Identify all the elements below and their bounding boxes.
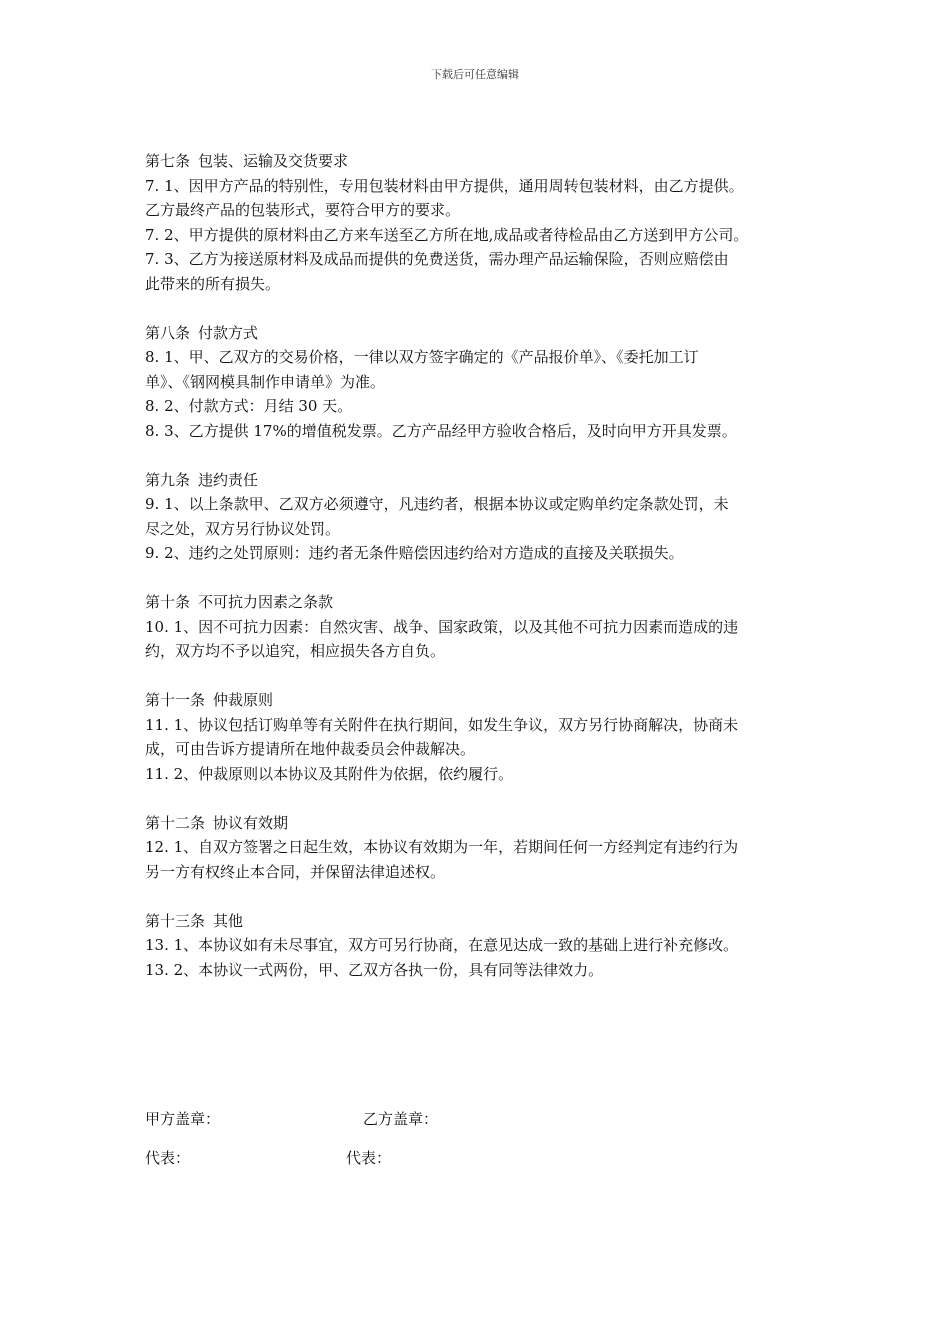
section-title <box>145 321 815 346</box>
party-b-seal-label: 乙方盖章： <box>363 1110 439 1128</box>
page-header-note: 下载后可任意编辑 <box>431 68 519 81</box>
clause-line: 10. 1、因不可抗力因素：自然灾害、战争、国家政策，以及其他不可抗力因素而造成的违 <box>145 617 739 636</box>
section-9 <box>145 468 815 566</box>
section-number: 第十条 <box>145 593 191 611</box>
clause-line: 9. 2、违约之处罚原则：违约者无条件赔偿因违约给对方造成的直接及关联损失。 <box>145 544 684 562</box>
section-title <box>145 688 815 713</box>
section-title <box>145 590 815 615</box>
section-heading: 包装、运输及交货要求 <box>198 152 349 170</box>
clause-line: 此带来的所有损失。 <box>145 274 281 293</box>
contract-body <box>145 149 815 1007</box>
section-8 <box>145 321 815 444</box>
clause-line: 单》、《钢网模具制作申请单》为准。 <box>145 372 386 391</box>
clause-line: 尽之处，双方另行协议处罚。 <box>145 519 341 538</box>
section-11 <box>145 688 815 786</box>
section-heading: 违约责任 <box>198 470 259 489</box>
clause-line: 成，可由告诉方提请所在地仲裁委员会仲裁解决。 <box>145 740 476 758</box>
clause-line: 另一方有权终止本合同，并保留法律追述权。 <box>145 862 446 881</box>
clause-line: 11. 1、协议包括订购单等有关附件在执行期间，如发生争议，双方另行协商解决，协商未 <box>145 715 739 734</box>
section-title <box>145 468 815 493</box>
section-7 <box>145 149 815 296</box>
party-a-seal-label: 甲方盖章： <box>145 1110 221 1128</box>
section-number: 第十三条 <box>145 911 206 930</box>
section-number: 第十一条 <box>145 691 206 709</box>
section-12 <box>145 811 815 885</box>
section-number: 第九条 <box>145 470 191 489</box>
section-heading: 付款方式 <box>198 323 259 342</box>
section-number: 第七条 <box>145 152 191 170</box>
clause-line: 约，双方均不予以追究，相应损失各方自负。 <box>145 642 446 660</box>
clause-line: 8. 3、乙方提供 17%的增值税发票。乙方产品经甲方验收合格后，及时向甲方开具发票。 <box>145 421 737 440</box>
clause-line: 乙方最终产品的包装形式，要符合甲方的要求。 <box>145 201 461 219</box>
clause-line: 7. 2、甲方提供的原材料由乙方来车送至乙方所在地,成品或者待检品由乙方送到甲方公司。 <box>145 225 749 244</box>
clause-line: 12. 1、自双方签署之日起生效，本协议有效期为一年，若期间任何一方经判定有违约行为 <box>145 838 739 856</box>
section-13 <box>145 909 815 983</box>
clause-line: 13. 2、本协议一式两份，甲、乙双方各执一份，具有同等法律效力。 <box>145 960 604 979</box>
clause-line: 7. 3、乙方为接送原材料及成品而提供的免费送货，需办理产品运输保险，否则应赔偿由 <box>145 250 729 268</box>
section-heading: 其他 <box>213 911 244 930</box>
section-title <box>145 909 815 934</box>
clause-line: 11. 2、仲裁原则以本协议及其附件为依据，依约履行。 <box>145 764 514 783</box>
section-heading: 仲裁原则 <box>213 691 274 709</box>
section-number: 第十二条 <box>145 813 206 832</box>
clause-line: 9. 1、以上条款甲、乙双方必须遵守，凡违约者，根据本协议或定购单约定条款处罚，未 <box>145 495 729 513</box>
section-number: 第八条 <box>145 323 191 342</box>
section-heading: 不可抗力因素之条款 <box>198 593 334 611</box>
clause-line: 8. 1、甲、乙双方的交易价格，一律以双方签字确定的《产品报价单》、《委托加工订 <box>145 348 699 366</box>
clause-line: 7. 1、因甲方产品的特别性，专用包装材料由甲方提供，通用周转包装材料，由乙方提供。 <box>145 176 744 195</box>
section-title <box>145 149 815 174</box>
party-b-rep-label: 代表： <box>346 1149 392 1167</box>
section-heading: 协议有效期 <box>213 813 289 832</box>
section-10 <box>145 590 815 664</box>
clause-line: 13. 1、本协议如有未尽事宜，双方可另行协商，在意见达成一致的基础上进行补充修改。 <box>145 936 739 954</box>
section-title <box>145 811 815 836</box>
party-a-rep-label: 代表： <box>145 1149 191 1167</box>
clause-line: 8. 2、付款方式：月结 30 天。 <box>145 397 353 415</box>
